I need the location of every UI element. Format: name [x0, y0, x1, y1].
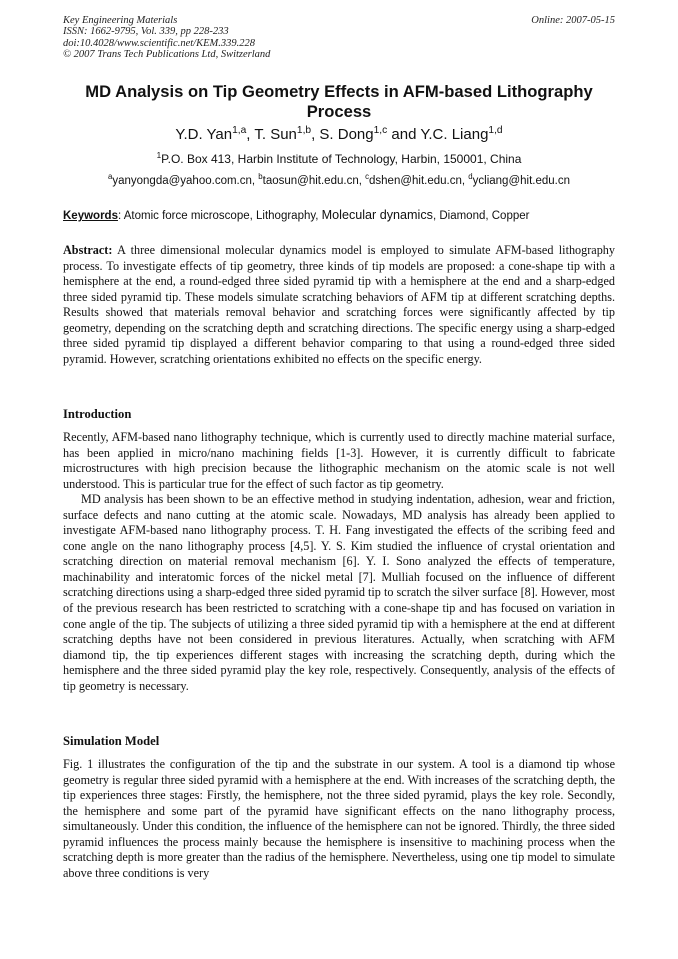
keywords-text: : Atomic force microscope, Lithography,: [117, 210, 322, 222]
affiliation: [63, 152, 615, 167]
keywords-text: , Diamond, Copper: [432, 210, 530, 222]
author-sep: ,: [246, 126, 255, 143]
paragraph: Fig. 1 illustrates the configuration of the tip and the substrate in our system. A tool is a diamond tip whose geometry is regular three sided pyramid with a hemisphere at the end. With increases of the scratching depth, the tip experiences three stages: Firstly, the hemisphere, not the three sided pyramid, plays the key role. Secondly, the hemisphere and some part of the pyramid have significant effects on the nano lithography process, simultaneously. Under this condition, the influence of the hemisphere can not be ignored. Thirdly, the three sided pyramid influences the process mainly because the hemisphere is insensitive to machining process when the scratching depth is more greater than the radius of the hemisphere. Nevertheless, using one tip model to simulate above three conditions is very: [63, 757, 615, 880]
introduction-body: [63, 430, 615, 694]
author-name: T. Sun: [254, 126, 297, 143]
email-sup: c: [365, 172, 370, 182]
keywords-label: Keywords: [63, 210, 118, 222]
email-sup: d: [468, 172, 473, 182]
affiliation-text: P.O. Box 413, Harbin Institute of Technology, Harbin, 150001, China: [161, 152, 522, 166]
abstract-text: A three dimensional molecular dynamics model is employed to simulate AFM-based lithography process. To investigate effects of tip geometry, three kinds of tip models are proposed: a cone-shape tip with a hemisphere at the end, a round-edged three sided pyramid tip with a hemisphere at the end and a sharp-edged three sided pyramid tip. These models simulate scratching behaviors of AFM tip at different scratching depths. Results showed that materials removal behavior and scratching forces were significantly affected by tip geometry, depending on the scratching depth and scratching directions. The specific energy using a sharp-edged three sided pyramid tip displayed a different behavior comparing to that using a round-edged three sided pyramid. However, scratching orientations exhibited no effects on the specific energy.: [63, 243, 615, 366]
email-link[interactable]: dshen@hit.edu.cn: [369, 175, 462, 187]
email-link[interactable]: taosun@hit.edu.cn: [262, 175, 359, 187]
author-sup: 1,c: [373, 125, 388, 136]
journal-doi: doi:10.4028/www.scientific.net/KEM.339.228: [63, 37, 255, 49]
email-sup: a: [107, 172, 113, 182]
section-heading-introduction: Introduction: [63, 407, 132, 421]
paragraph: MD analysis has been shown to be an effective method in studying indentation, adhesion, wear and friction, surface defects and nano cutting at the atomic scale. Nowadays, MD analysis has already been applied to investigate AFM-based nano lithography process. T. H. Fang investigated the effects of the scribing feed and cone angle on the nano lithography process [4,5]. Y. S. Kim studied the influence of crystal orientation and scratching direction on material removal mechanism [6]. Y. I. Sono analyzed the effects of temperature, machinability and interatomic forces of the nickel metal [7]. Mulliah focused on the influence of different scratching directions using a sharp-edged three sided pyramid tip to scratch the silver surface [8]. However, most of the previous research has been restricted to scratching with a cone-shape tip and has focused on variation in cone angle of the tip. The subjects of utilizing a three sided pyramid tip with a hemisphere at the end at different scratching depths have not been considered in previous literatures. Actually, when scratching with AFM diamond tip, the tip experiences different stages with increasing the scratching depth, during which the hemisphere and the three sided pyramid play the key role, respectively. Consequently, analysis of the effects of tip geometry is necessary.: [63, 492, 615, 693]
journal-copyright: © 2007 Trans Tech Publications Ltd, Switzerland: [63, 48, 271, 60]
author-sep: ,: [311, 126, 320, 143]
author-sup: 1,b: [296, 125, 312, 136]
email-sep: ,: [358, 175, 366, 187]
abstract-label: Abstract:: [63, 243, 113, 257]
keywords: [63, 208, 615, 224]
journal-name: Key Engineering Materials: [63, 15, 178, 26]
paragraph: Recently, AFM-based nano lithography technique, which is currently used to directly machine material surface, has been applied in micro/nano machining fields [1-3]. However, it is currently difficult to fabricate microstructures with high precision because the lithographic mechanism on the atomic scale is not well understood. This is particular true for the effect of such factor as tip geometry.: [63, 430, 615, 491]
author-list: [63, 126, 615, 144]
simulation-body: [63, 757, 615, 881]
paper-title: MD Analysis on Tip Geometry Effects in AFM-based Lithography Process: [85, 82, 593, 121]
journal-header: [63, 15, 270, 60]
email-sep: ,: [461, 175, 469, 187]
author-name: Y.D. Yan: [175, 126, 233, 143]
author-sep: and: [387, 126, 421, 143]
abstract: [63, 243, 615, 367]
email-sep: ,: [251, 175, 259, 187]
online-date: Online: 2007-05-15: [531, 15, 615, 26]
author-sup: 1,d: [488, 125, 503, 136]
keywords-text: Molecular dynamics: [321, 208, 433, 222]
email-list: [63, 174, 615, 189]
section-heading-simulation-model: Simulation Model: [63, 734, 160, 748]
journal-issn: ISSN: 1662-9795, Vol. 339, pp 228-233: [63, 26, 229, 38]
author-name: Y.C. Liang: [420, 126, 489, 143]
author-sup: 1,a: [232, 125, 247, 136]
email-sup: b: [258, 172, 263, 182]
author-name: S. Dong: [319, 126, 374, 143]
email-link[interactable]: ycliang@hit.edu.cn: [472, 175, 570, 187]
affiliation-sup: 1: [156, 151, 162, 160]
email-link[interactable]: yanyongda@yahoo.com.cn: [112, 175, 252, 187]
